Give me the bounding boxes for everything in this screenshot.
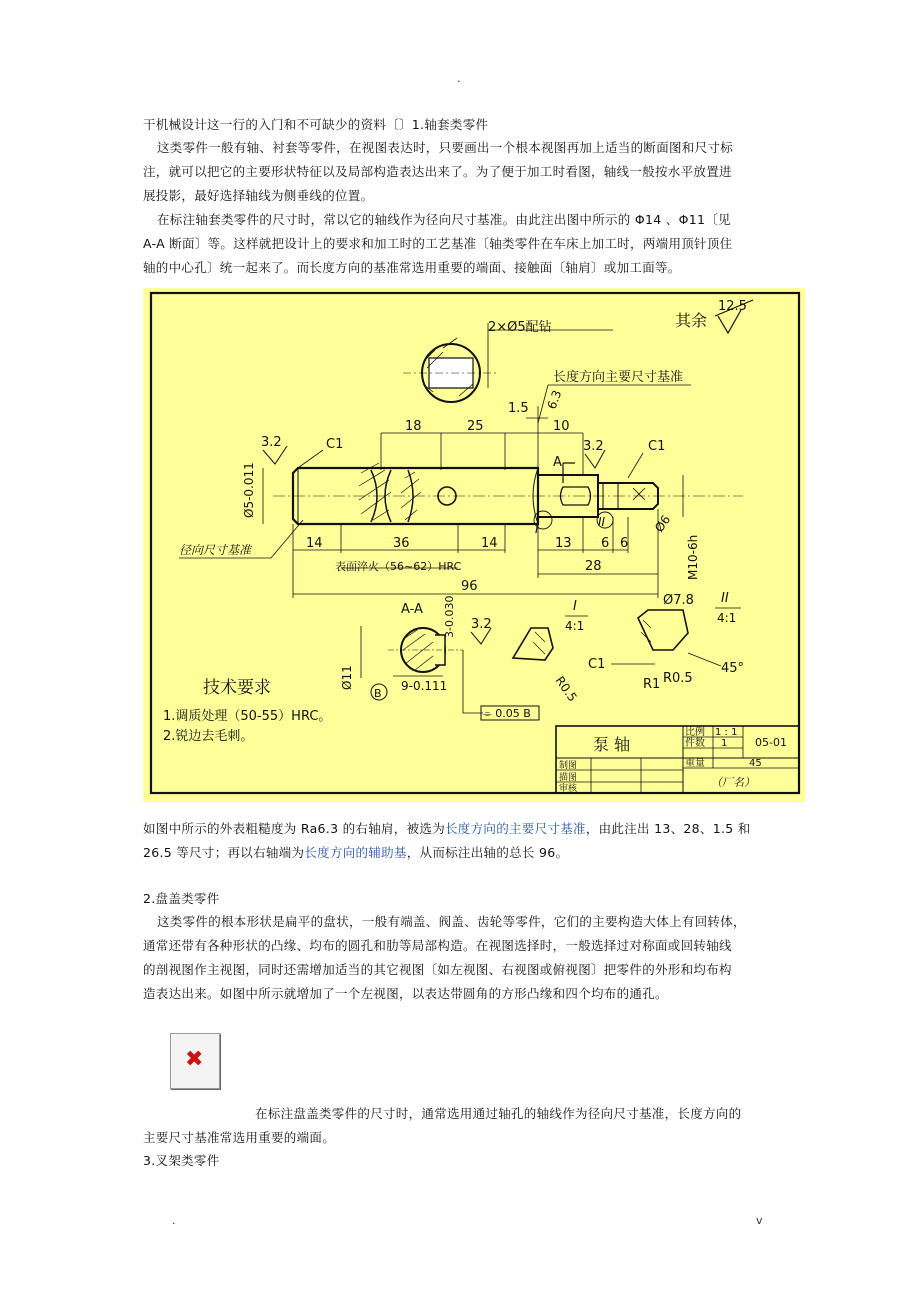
intro-p2-line3: 轴的中心孔〕统一起来了。而长度方向的基准常选用重要的端面、接触面〔轴肩〕或加工面等。 [143, 260, 681, 275]
detail-i-r: R0.5 [552, 673, 580, 705]
datum-length-label: 长度方向主要尺寸基准 [553, 370, 684, 385]
datum-b: B [374, 687, 382, 700]
intro-heading: 干机械设计这一行的入门和不可缺少的资料〔〕1.轴套类零件 [143, 117, 489, 132]
chamfer-right: C1 [648, 439, 666, 454]
note-holes: 2×Ø5配钻 [488, 320, 552, 335]
detail-ii-mark: II [598, 515, 606, 529]
dim-1-5: 1.5 [508, 401, 529, 416]
dim-18: 18 [405, 419, 422, 434]
section2-line2: 通常还带有各种形状的凸缘、均布的圆孔和肋等局部构造。在视图选择时，一般选择过对称面或回转轴线 [143, 938, 732, 953]
section-title: A-A [401, 602, 423, 617]
broken-image-placeholder [170, 1033, 220, 1089]
section2-after-image-line2: 主要尺寸基准常选用重要的端面。 [143, 1130, 336, 1145]
footer-right: v [756, 1214, 763, 1227]
after-drawing-line1-b: ，由此注出 13、28、1.5 和 [585, 821, 751, 836]
section-ra: 3.2 [471, 617, 492, 632]
section3-heading: 3.叉架类零件 [143, 1153, 220, 1168]
drawn-label: 制图 [559, 761, 578, 771]
intro-p2-line1: 在标注轴套类零件的尺寸时，常以它的轴线作为径向尺寸基准。由此注出图中所示的 Φ14 、Φ11〔见 [157, 212, 731, 227]
after-drawing-line1-a: 如图中所示的外表粗糙度为 Ra6.3 的右轴肩，被选为 [143, 821, 445, 836]
header-dot: . [457, 72, 461, 85]
after-drawing-line1-hl: 长度方向的主要尺寸基准 [445, 821, 586, 836]
section2-line1: 这类零件的根本形状是扁平的盘状，一般有端盖、阀盖、齿轮等零件，它们的主要构造大体上有回转体， [157, 914, 746, 929]
dim-dia5: Ø5-0.011 [242, 462, 256, 518]
roughness-left: 3.2 [261, 435, 282, 450]
dim-10: 10 [553, 419, 570, 434]
detail-i-scale: 4:1 [565, 619, 585, 633]
roughness-rest-value: 12.5 [718, 299, 747, 314]
dim-25: 25 [467, 419, 484, 434]
section-dim-3: 3-0.030 [443, 595, 456, 638]
tech-item-1: 1.调质处理（50-55）HRC。 [163, 709, 332, 724]
dim-14-left: 14 [306, 536, 323, 551]
section-arrow-a: A [553, 455, 562, 470]
detail-angle: 45° [721, 661, 745, 676]
dim-28: 28 [585, 559, 602, 574]
dim-96: 96 [461, 579, 478, 594]
hardening-label: 表面淬火（56~62）HRC [335, 560, 462, 573]
dim-6-b: 6 [620, 536, 629, 551]
dim-14-right: 14 [481, 536, 498, 551]
section2-line3: 的剖视图作主视图，同时还需增加适当的其它视图〔如左视图、右视图或俯视图〕把零件的外形和均布构 [143, 962, 732, 977]
tech-item-2: 2.锐边去毛刺。 [163, 729, 254, 744]
detail-ii-label: II [721, 591, 729, 606]
broken-image-icon: ✖ [185, 1047, 204, 1072]
after-drawing-line2-b: ，从而标注出轴的总长 96。 [406, 845, 569, 860]
section2-line4: 造表达出来。如图中所示就增加了一个左视图，以表达带圆角的方形凸缘和四个均布的通孔。 [143, 986, 668, 1001]
weight-label: 重量 [685, 758, 705, 769]
footer-left: . [172, 1214, 176, 1227]
detail-r0-5: R0.5 [663, 671, 693, 686]
material: 45 [749, 758, 762, 769]
section2-after-image-line: 在标注盘盖类零件的尺寸时，通常选用通过轴孔的轴线作为径向尺寸基准，长度方向的 [255, 1106, 742, 1121]
after-drawing-line1 [143, 822, 751, 836]
after-drawing-line2-hl: 长度方向的辅助基 [304, 845, 407, 860]
part-name: 泵 轴 [593, 735, 631, 754]
chamfer-left: C1 [326, 437, 344, 452]
factory-name: （厂名） [711, 776, 755, 789]
traced-label: 描图 [559, 773, 578, 783]
roughness-rest-label: 其余 [675, 311, 708, 330]
detail-i-label: I [573, 599, 577, 614]
tolerance-frame: ⌯ 0.05 B [483, 707, 531, 720]
dim-13: 13 [555, 536, 572, 551]
intro-p1-line3: 展投影，最好选择轴线为侧垂线的位置。 [143, 188, 374, 203]
dim-6-a: 6 [601, 536, 610, 551]
section-dia11: Ø11 [340, 665, 354, 690]
intro-p1-line2: 注，就可以把它的主要形状特征以及局部构造表达出来了。为了便于加工时看图，轴线一般按水平放置进 [143, 164, 732, 179]
detail-r1: R1 [643, 677, 661, 692]
dim-36: 36 [393, 536, 410, 551]
datum-radial-label: 径向尺寸基准 [179, 543, 252, 557]
dim-m10: M10-6h [686, 534, 700, 580]
pump-shaft-drawing [143, 288, 805, 802]
roughness-right: 3.2 [583, 439, 604, 454]
section-dim9: 9-0.111 [401, 679, 448, 693]
detail-dia7-8: Ø7.8 [663, 593, 694, 608]
qty-value: 1 [721, 738, 728, 749]
scale-value: 1 : 1 [715, 727, 738, 738]
scale-label: 比例 [685, 727, 705, 738]
after-drawing-line2 [143, 846, 568, 860]
after-drawing-line2-a: 26.5 等尺寸；再以右轴端为 [143, 845, 305, 860]
detail-i-mark: I [535, 522, 539, 536]
dim-r6: Ø6 [651, 512, 674, 535]
checked-label: 审核 [559, 784, 578, 794]
section2-heading: 2.盘盖类零件 [143, 891, 220, 906]
dim-6-3: 6.3 [544, 388, 565, 412]
detail-ii-scale: 4:1 [717, 611, 737, 625]
drawing-no: 05-01 [755, 736, 787, 749]
tech-title: 技术要求 [203, 678, 271, 698]
qty-label: 件数 [685, 738, 705, 749]
intro-p1-line1: 这类零件一般有轴、衬套等零件，在视图表达时，只要画出一个根本视图再加上适当的断面图和尺寸标 [157, 140, 734, 155]
detail-c1: C1 [588, 657, 606, 672]
intro-p2-line2: A-A 断面〕等。这样就把设计上的要求和加工时的工艺基准〔轴类零件在车床上加工时，两端用顶针顶住 [143, 236, 733, 251]
